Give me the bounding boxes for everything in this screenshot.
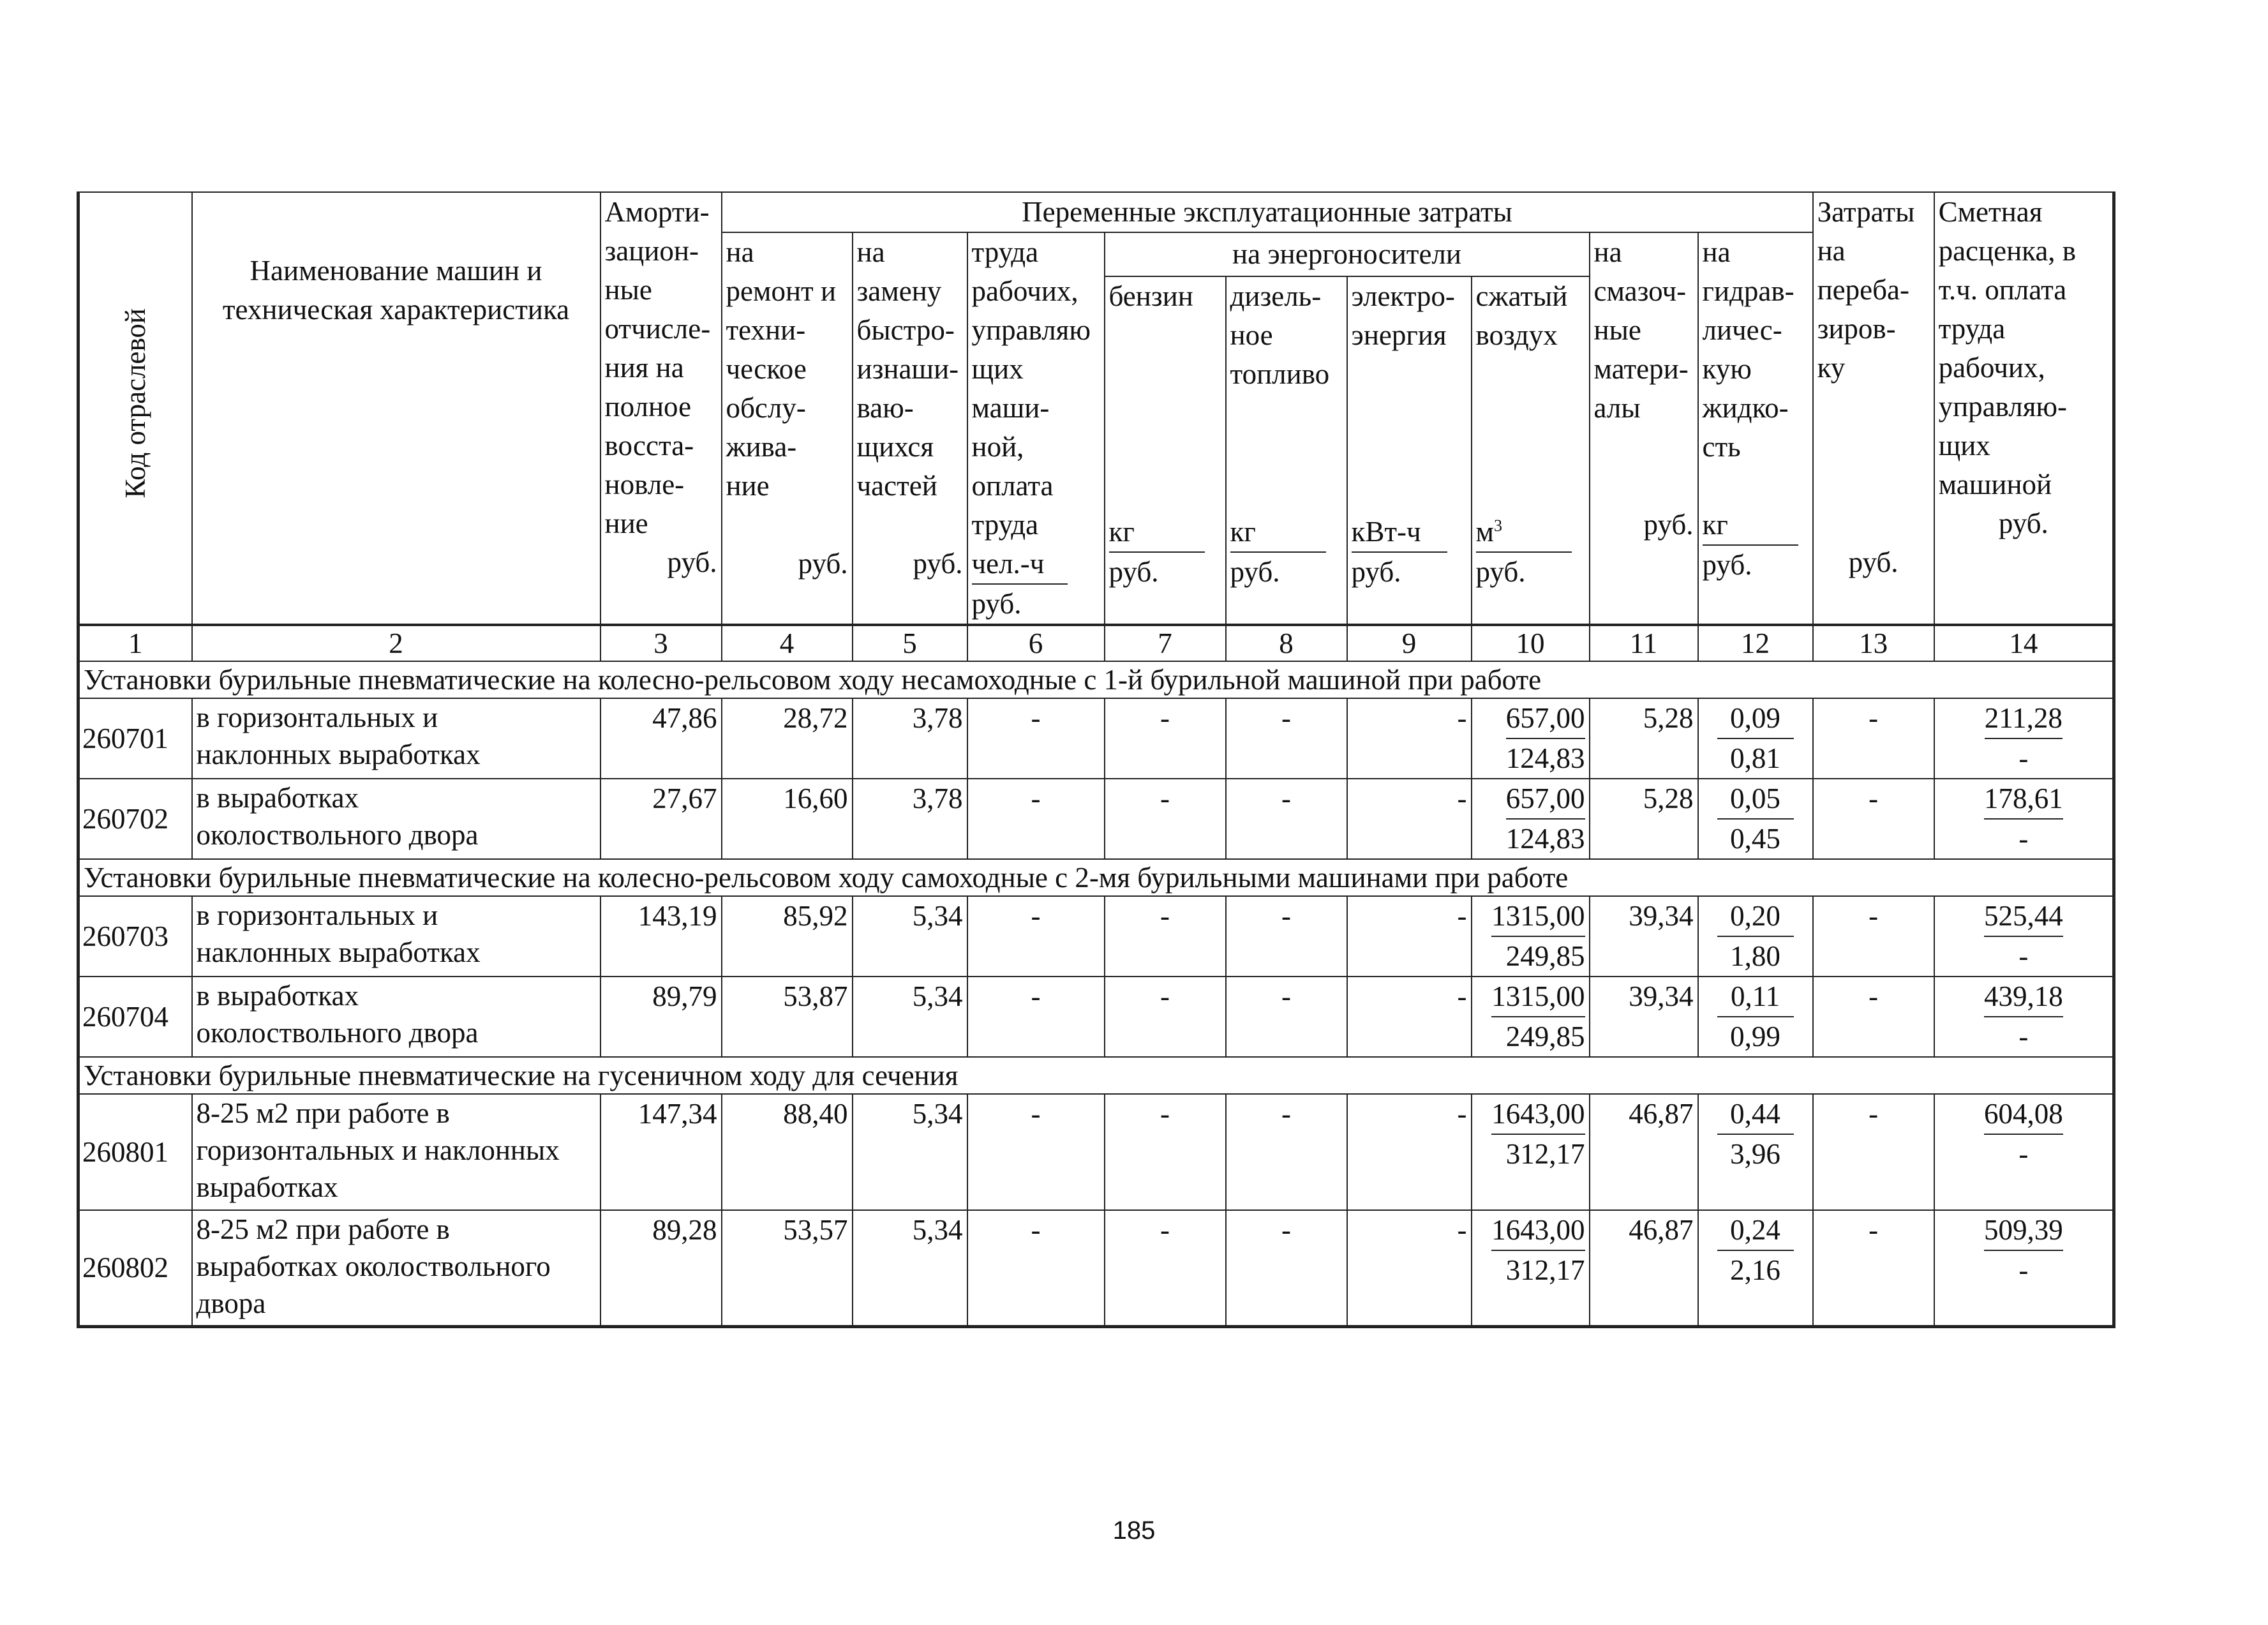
header-hydraulic-unit-bot: руб. — [1702, 549, 1752, 581]
table-row — [78, 1094, 2114, 1210]
labor-value: - — [967, 1210, 1105, 1326]
section-header — [78, 859, 2114, 896]
rate-labor: - — [2018, 1021, 2029, 1052]
header-lube-line: алы — [1593, 392, 1641, 424]
rate-value — [1934, 896, 2114, 977]
header-amort-line: Аморти- — [604, 196, 710, 228]
header-diesel-unit-bot: руб. — [1230, 556, 1280, 588]
air-qty: 1315,00 — [1491, 977, 1585, 1017]
diesel-value: - — [1226, 977, 1347, 1057]
column-number: 13 — [1813, 625, 1934, 661]
header-rate-line: машиной — [1938, 468, 2052, 500]
column-number: 2 — [192, 625, 601, 661]
header-hydraulic-line: на — [1702, 236, 1731, 268]
header-hydraulic-line: сть — [1702, 431, 1741, 463]
rate-labor: - — [2018, 940, 2029, 972]
header-petrol-unit-top: кг — [1109, 513, 1205, 553]
header-name — [192, 192, 601, 625]
header-lube-line: ные — [1593, 314, 1641, 346]
labor-value: - — [967, 977, 1105, 1057]
table-row — [78, 977, 2114, 1057]
machine-code: 260704 — [78, 977, 192, 1057]
machine-name-line: 8-25 м2 при работе в — [196, 1097, 450, 1129]
machine-name-line: выработках околоствольного — [196, 1250, 551, 1282]
header-amort-line: ные — [604, 274, 652, 306]
air-value — [1472, 698, 1590, 779]
header-repair-line: ческое — [726, 353, 807, 385]
header-amort — [601, 192, 722, 625]
labor-value: - — [967, 698, 1105, 779]
header-amort-line: восста- — [604, 430, 694, 461]
rate-value — [1934, 977, 2114, 1057]
labor-value: - — [967, 779, 1105, 859]
column-number: 12 — [1698, 625, 1813, 661]
section-header — [78, 661, 2114, 698]
header-parts-line: ваю- — [856, 392, 914, 424]
header-hydraulic-line: гидрав- — [1702, 275, 1794, 307]
header-labor-line: труда — [971, 236, 1039, 268]
hydraulic-qty: 0,11 — [1717, 977, 1794, 1017]
header-spacer — [1230, 394, 1343, 513]
column-number: 10 — [1472, 625, 1590, 661]
header-repair-line: на — [726, 236, 754, 268]
header-parts-line: щихся — [856, 431, 934, 463]
header-repair — [722, 232, 853, 625]
column-number: 14 — [1934, 625, 2114, 661]
header-air — [1472, 276, 1590, 625]
header-spacer — [1703, 467, 1809, 505]
header-labor-line: маши- — [971, 392, 1050, 424]
header-diesel-line: ное — [1230, 319, 1273, 352]
header-spacer — [726, 505, 848, 544]
header-repair-unit: руб. — [798, 548, 848, 580]
amortization-value: 47,86 — [601, 698, 722, 779]
header-spacer — [1594, 428, 1694, 505]
diesel-value: - — [1226, 779, 1347, 859]
header-variable-group — [722, 192, 1813, 232]
header-amort-line: ния на — [604, 352, 684, 384]
air-qty: 1315,00 — [1491, 897, 1585, 937]
air-cost: 124,83 — [1505, 742, 1585, 774]
header-parts-line: на — [856, 236, 885, 268]
header-air-line: сжатый — [1475, 280, 1568, 313]
header-parts-unit: руб. — [913, 548, 963, 580]
column-number: 11 — [1590, 625, 1698, 661]
header-hydraulic-line: кую — [1702, 353, 1752, 385]
header-spacer — [1352, 355, 1467, 513]
header-spacer — [1476, 355, 1585, 513]
header-hydraulic-unit-top: кг — [1703, 505, 1798, 546]
diesel-value: - — [1226, 698, 1347, 779]
header-diesel — [1226, 276, 1347, 625]
air-value — [1472, 1210, 1590, 1326]
amortization-value: 89,79 — [601, 977, 722, 1057]
header-petrol-label: бензин — [1108, 280, 1193, 313]
parts-value: 5,34 — [853, 896, 967, 977]
header-parts-line: частей — [856, 470, 937, 502]
header-rate-line: управляю- — [1938, 391, 2068, 423]
rebase-value: - — [1813, 698, 1934, 779]
header-rate — [1934, 192, 2114, 625]
header-rate-line: щих — [1938, 430, 1990, 461]
electric-value: - — [1347, 1094, 1472, 1210]
machine-name-line: двора — [196, 1287, 266, 1319]
parts-value: 5,34 — [853, 1094, 967, 1210]
machine-code: 260703 — [78, 896, 192, 977]
header-repair-line: ние — [726, 470, 770, 502]
machine-name-line: околоствольного двора — [196, 1017, 479, 1049]
hydraulic-cost: 3,96 — [1730, 1138, 1780, 1170]
page-number: 185 — [1112, 1516, 1156, 1545]
hydraulic-value — [1698, 779, 1813, 859]
diesel-value: - — [1226, 896, 1347, 977]
header-amort-line: отчисле- — [604, 313, 711, 345]
header-labor-line: ной, — [971, 431, 1024, 463]
header-rebase-line: зиров- — [1817, 313, 1896, 345]
column-number: 1 — [78, 625, 192, 661]
rate-labor: - — [2018, 742, 2029, 774]
hydraulic-value — [1698, 1094, 1813, 1210]
header-air-unit-sup: 3 — [1493, 516, 1502, 535]
parts-value: 3,78 — [853, 779, 967, 859]
header-rebase-unit: руб. — [1848, 546, 1899, 578]
air-cost: 312,17 — [1505, 1138, 1585, 1170]
repair-value: 53,57 — [722, 1210, 853, 1326]
header-repair-line: жива- — [726, 431, 797, 463]
hydraulic-cost: 1,80 — [1730, 940, 1780, 972]
table-row — [78, 779, 2114, 859]
machine-name-line: выработках — [196, 1171, 338, 1203]
machine-name-line: в горизонтальных и — [196, 899, 438, 931]
lube-value: 46,87 — [1590, 1210, 1698, 1326]
header-electric-unit-top: кВт-ч — [1352, 513, 1447, 553]
rate-total: 439,18 — [1984, 977, 2063, 1017]
header-electric-line: энергия — [1351, 319, 1447, 352]
machine-cost-table — [77, 191, 2115, 1328]
lube-value: 39,34 — [1590, 977, 1698, 1057]
rate-value — [1934, 1210, 2114, 1326]
table-row — [78, 1210, 2114, 1326]
header-parts-line: быстро- — [856, 314, 955, 346]
petrol-value: - — [1105, 698, 1226, 779]
air-qty: 657,00 — [1506, 779, 1585, 820]
section-title: Установки бурильные пневматические на гусеничном ходу для сечения — [78, 1057, 2114, 1094]
header-variable-group-label: Переменные эксплуатационные затраты — [1022, 196, 1512, 228]
rate-value — [1934, 698, 2114, 779]
rate-total: 604,08 — [1984, 1095, 2063, 1135]
rate-total: 509,39 — [1984, 1211, 2063, 1251]
diesel-value: - — [1226, 1210, 1347, 1326]
header-energy-group — [1105, 232, 1590, 276]
repair-value: 88,40 — [722, 1094, 853, 1210]
air-cost: 124,83 — [1505, 823, 1585, 855]
header-rate-unit: руб. — [1998, 507, 2048, 539]
header-labor-line: труда — [971, 509, 1039, 541]
hydraulic-cost: 0,45 — [1730, 823, 1780, 855]
lube-value: 39,34 — [1590, 896, 1698, 977]
air-value — [1472, 977, 1590, 1057]
petrol-value: - — [1105, 1094, 1226, 1210]
machine-name-line: 8-25 м2 при работе в — [196, 1213, 450, 1245]
table-row — [78, 698, 2114, 779]
header-hydraulic — [1698, 232, 1813, 625]
rebase-value: - — [1813, 1210, 1934, 1326]
air-value — [1472, 1094, 1590, 1210]
hydraulic-qty: 0,20 — [1717, 897, 1794, 937]
rate-total: 211,28 — [1985, 699, 2063, 739]
header-lube-line: матери- — [1593, 353, 1689, 385]
petrol-value: - — [1105, 779, 1226, 859]
header-lube-line: на — [1593, 236, 1622, 268]
header-rebase-line: Затраты — [1817, 196, 1915, 228]
header-spacer — [1817, 387, 1930, 543]
header-repair-line: ремонт и — [726, 275, 837, 307]
air-cost: 249,85 — [1505, 940, 1585, 972]
header-hydraulic-line: личес- — [1702, 314, 1782, 346]
hydraulic-qty: 0,24 — [1717, 1211, 1794, 1251]
electric-value: - — [1347, 698, 1472, 779]
header-labor-line: оплата — [971, 470, 1054, 502]
header-air-unit-text: м — [1475, 516, 1494, 548]
labor-value: - — [967, 896, 1105, 977]
diesel-value: - — [1226, 1094, 1347, 1210]
header-rate-line: т.ч. оплата — [1938, 274, 2067, 306]
header-repair-line: обслу- — [726, 392, 806, 424]
header-labor-line: щих — [971, 353, 1024, 385]
column-number: 7 — [1105, 625, 1226, 661]
repair-value: 28,72 — [722, 698, 853, 779]
header-diesel-line: топливо — [1230, 358, 1330, 391]
header-code — [78, 192, 192, 625]
header-lube — [1590, 232, 1698, 625]
petrol-value: - — [1105, 977, 1226, 1057]
rebase-value: - — [1813, 896, 1934, 977]
header-energy-group-label: на энергоносители — [1232, 238, 1461, 271]
header-labor-unit-bot: руб. — [971, 588, 1022, 620]
machine-code: 260801 — [78, 1094, 192, 1210]
hydraulic-value — [1698, 977, 1813, 1057]
rate-total: 178,61 — [1984, 779, 2063, 820]
header-amort-line: новле- — [604, 468, 685, 500]
hydraulic-qty: 0,09 — [1717, 699, 1794, 739]
machine-name-line: в выработках — [196, 782, 359, 814]
hydraulic-value — [1698, 698, 1813, 779]
column-number: 6 — [967, 625, 1105, 661]
header-parts — [853, 232, 967, 625]
machine-code: 260701 — [78, 698, 192, 779]
rate-labor: - — [2018, 1138, 2029, 1170]
machine-name-line: околоствольного двора — [196, 819, 479, 851]
header-electric-unit-bot: руб. — [1351, 556, 1401, 588]
machine-name-line: горизонтальных и наклонных — [196, 1134, 560, 1166]
header-petrol — [1105, 276, 1226, 625]
air-qty: 1643,00 — [1491, 1095, 1585, 1135]
header-lube-line: смазоч- — [1593, 275, 1687, 307]
air-cost: 312,17 — [1505, 1254, 1585, 1286]
header-electric-line: электро- — [1351, 280, 1455, 313]
machine-code: 260702 — [78, 779, 192, 859]
header-electric — [1347, 276, 1472, 625]
header-amort-line: полное — [604, 391, 692, 423]
air-cost: 249,85 — [1505, 1021, 1585, 1052]
header-hydraulic-line: жидко- — [1702, 392, 1789, 424]
header-repair-line: техни- — [726, 314, 806, 346]
hydraulic-value — [1698, 896, 1813, 977]
header-rebase-line: на — [1817, 235, 1846, 267]
section-title: Установки бурильные пневматические на колесно-рельсовом ходу несамоходные с 1-й бурильной машиной при работе — [78, 661, 2114, 698]
header-amort-line: ние — [604, 507, 648, 539]
section-title: Установки бурильные пневматические на колесно-рельсовом ходу самоходные с 2-мя бурильными машинами при работе — [78, 859, 2114, 896]
header-rate-line: рабочих, — [1938, 352, 2045, 384]
air-qty: 1643,00 — [1491, 1211, 1585, 1251]
machine-name-line: в горизонтальных и — [196, 701, 438, 733]
table-row — [78, 896, 2114, 977]
rate-total: 525,44 — [1984, 897, 2063, 937]
rate-labor: - — [2018, 823, 2029, 855]
amortization-value: 143,19 — [601, 896, 722, 977]
header-spacer — [857, 505, 963, 544]
header-lube-unit: руб. — [1643, 509, 1694, 541]
electric-value: - — [1347, 977, 1472, 1057]
column-number: 5 — [853, 625, 967, 661]
machine-name-line: наклонных выработках — [196, 738, 481, 770]
header-diesel-unit-top: кг — [1230, 513, 1326, 553]
air-qty: 657,00 — [1506, 699, 1585, 739]
repair-value: 53,87 — [722, 977, 853, 1057]
petrol-value: - — [1105, 1210, 1226, 1326]
lube-value: 46,87 — [1590, 1094, 1698, 1210]
labor-value: - — [967, 1094, 1105, 1210]
hydraulic-cost: 2,16 — [1730, 1254, 1780, 1286]
header-rebase-line: переба- — [1817, 274, 1909, 306]
column-number: 9 — [1347, 625, 1472, 661]
header-labor — [967, 232, 1105, 625]
repair-value: 16,60 — [722, 779, 853, 859]
column-number: 4 — [722, 625, 853, 661]
rebase-value: - — [1813, 977, 1934, 1057]
header-amort-line: зацион- — [604, 235, 699, 267]
header-rebase-line: ку — [1817, 352, 1846, 384]
header-labor-line: рабочих, — [971, 275, 1078, 307]
rate-value — [1934, 1094, 2114, 1210]
hydraulic-cost: 0,99 — [1730, 1021, 1780, 1052]
hydraulic-qty: 0,05 — [1717, 779, 1794, 820]
rate-value — [1934, 779, 2114, 859]
hydraulic-cost: 0,81 — [1730, 742, 1780, 774]
header-rebase — [1813, 192, 1934, 625]
machine-name-line: в выработках — [196, 980, 359, 1012]
header-diesel-line: дизель- — [1230, 280, 1322, 313]
header-rate-line: Сметная — [1938, 196, 2043, 228]
header-labor-unit-top: чел.-ч — [972, 544, 1068, 585]
hydraulic-qty: 0,44 — [1717, 1095, 1794, 1135]
rebase-value: - — [1813, 1094, 1934, 1210]
header-parts-line: изнаши- — [856, 353, 959, 385]
header-rate-line: расценка, в — [1938, 235, 2077, 267]
machine-name-line: наклонных выработках — [196, 936, 481, 968]
parts-value: 3,78 — [853, 698, 967, 779]
header-air-unit-bot: руб. — [1475, 556, 1526, 588]
lube-value: 5,28 — [1590, 779, 1698, 859]
parts-value: 5,34 — [853, 1210, 967, 1326]
electric-value: - — [1347, 896, 1472, 977]
header-amort-unit: руб. — [667, 546, 717, 578]
header-air-line: воздух — [1475, 319, 1558, 352]
column-number: 3 — [601, 625, 722, 661]
amortization-value: 89,28 — [601, 1210, 722, 1326]
header-rate-line: труда — [1938, 313, 2006, 345]
rate-labor: - — [2018, 1254, 2029, 1286]
parts-value: 5,34 — [853, 977, 967, 1057]
electric-value: - — [1347, 1210, 1472, 1326]
machine-code: 260802 — [78, 1210, 192, 1326]
header-parts-line: замену — [856, 275, 942, 307]
header-code-label: Код отраслевой — [119, 308, 151, 498]
repair-value: 85,92 — [722, 896, 853, 977]
header-air-unit-top — [1476, 513, 1572, 553]
column-number: 8 — [1226, 625, 1347, 661]
header-spacer — [1109, 316, 1221, 513]
header-name-label: Наименование машин и техническая характеристика — [222, 255, 570, 326]
petrol-value: - — [1105, 896, 1226, 977]
amortization-value: 27,67 — [601, 779, 722, 859]
air-value — [1472, 896, 1590, 977]
section-header — [78, 1057, 2114, 1094]
amortization-value: 147,34 — [601, 1094, 722, 1210]
hydraulic-value — [1698, 1210, 1813, 1326]
header-labor-line: управляю — [971, 314, 1091, 346]
column-number-row — [78, 625, 2114, 661]
electric-value: - — [1347, 779, 1472, 859]
rebase-value: - — [1813, 779, 1934, 859]
air-value — [1472, 779, 1590, 859]
lube-value: 5,28 — [1590, 698, 1698, 779]
header-petrol-unit-bot: руб. — [1108, 556, 1159, 588]
